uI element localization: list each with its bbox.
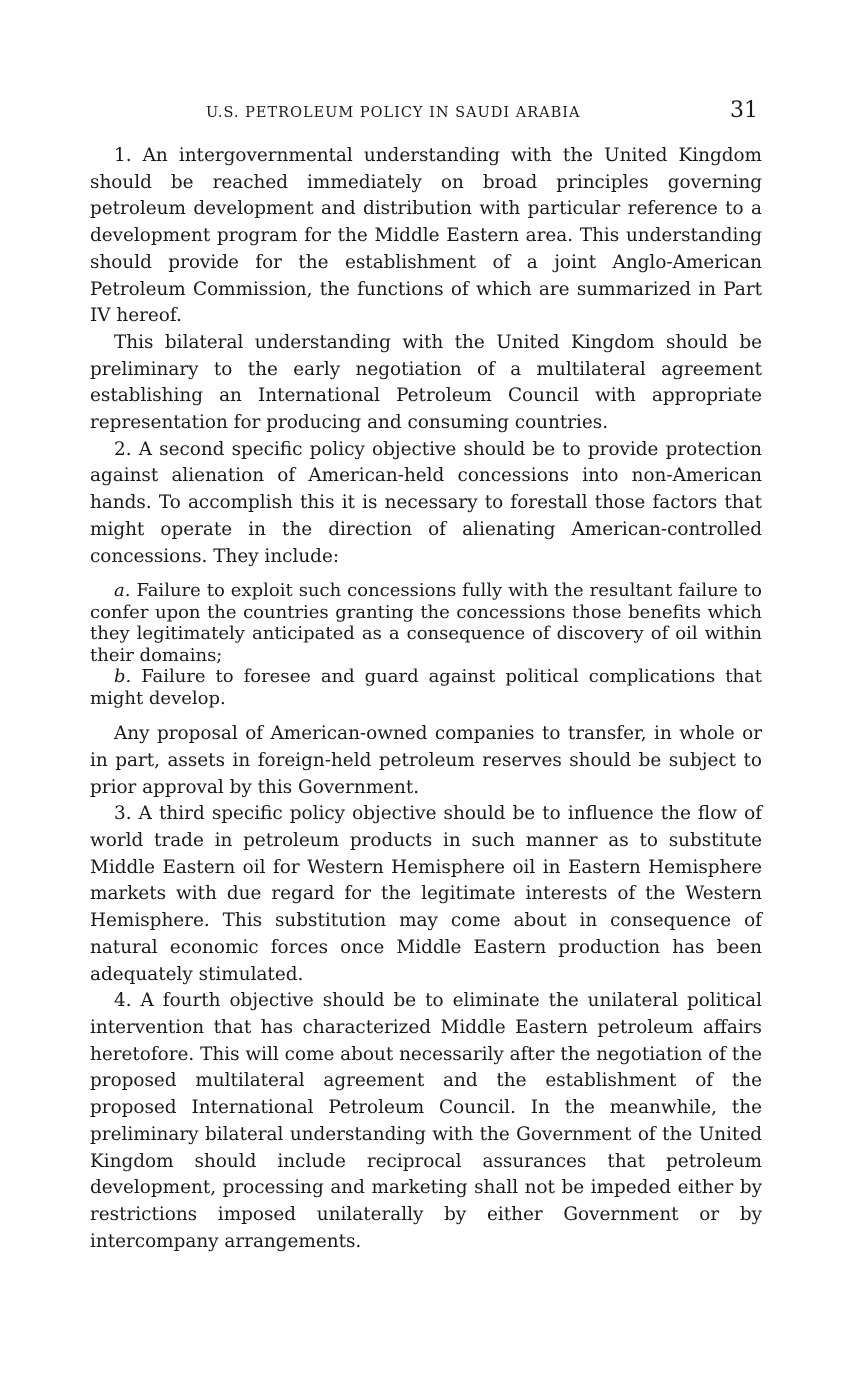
list-item-text: Failure to exploit such concessions fully with the resultant failure to confer upon the countries granting the concessions those benefits which they legitimately anticipated as a consequence of discovery of oil within their domains;	[90, 580, 762, 666]
paragraph-4: Any proposal of American-owned companies to transfer, in whole or in part, assets in foreign-held petroleum reserves should be subject to prior approval by this Government.	[90, 723, 762, 798]
list-item	[90, 580, 762, 666]
body-text	[90, 143, 762, 1255]
paragraph-1: 1. An intergovernmental understanding with the United Kingdom should be reached immediately on broad principles governing petroleum development and distribution with particular reference to a development program for the Middle Eastern area. This understanding should provide for the establishment of a joint Anglo-American Petroleum Commission, the functions of which are summarized in Part IV hereof.	[90, 145, 762, 327]
paragraph-5: 3. A third specific policy objective should be to influence the flow of world trade in petroleum products in such manner as to substitute Middle Eastern oil for Western Hemisphere oil in Eastern Hemisphere markets with due regard for the legitimate interests of the Western Hemisphere. This substitution may come about in consequence of natural economic forces once Middle Eastern production has been adequately stimulated.	[90, 803, 762, 985]
paragraph-6: 4. A fourth objective should be to eliminate the unilateral political intervention that has characterized Middle Eastern petroleum affairs heretofore. This will come about necessarily after the negotiation of the proposed multilateral agreement and the establishment of the proposed International Petroleum Council. In the meanwhile, the preliminary bilateral understanding with the Government of the United Kingdom should include reciprocal assurances that petroleum development, processing and marketing shall not be impeded either by restrictions imposed unilaterally by either Government or by intercompany arrangements.	[90, 990, 762, 1252]
list-item	[90, 666, 762, 709]
running-header	[90, 98, 762, 130]
list-item-letter: a.	[114, 580, 131, 602]
paragraph-3: 2. A second specific policy objective should be to provide protection against alienation of American-held concessions into non-American hands. To accomplish this it is necessary to forestall those factors that might operate in the direction of alienating American-controlled concessions. They include:	[90, 438, 762, 567]
page-number: 31	[730, 98, 758, 123]
list-item-text: Failure to foresee and guard against political complications that might develop.	[90, 666, 762, 709]
paragraph-2: This bilateral understanding with the United Kingdom should be preliminary to the early negotiation of a multilateral agreement establishing an International Petroleum Council with appropriate representation for producing and consuming countries.	[90, 331, 762, 434]
running-title: U.S. PETROLEUM POLICY IN SAUDI ARABIA	[206, 105, 581, 121]
factor-list	[90, 580, 762, 709]
list-item-letter: b.	[114, 666, 132, 688]
